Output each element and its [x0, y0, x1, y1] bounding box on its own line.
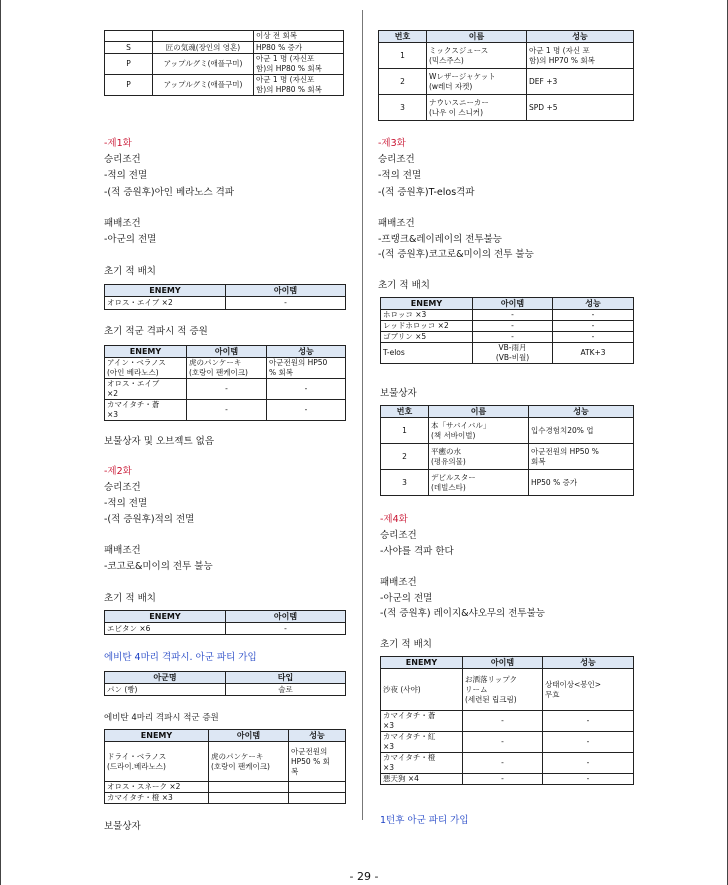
- win-condition: -적의 전멸: [378, 170, 422, 181]
- win-condition: -적의 전멸: [104, 170, 148, 181]
- chapter2-title: -제2화: [104, 466, 132, 477]
- win-condition-heading: 승리조건: [380, 530, 417, 541]
- chapter3-title: -제3화: [378, 138, 406, 149]
- reinforcement-table: ENEMY 아이템 성능 アイン・ベラノス (아인 베라노스) 虎のパンケーキ (호랑이 팬케이크) 아군전원의 HP50 % 회복 オロス・エイブ ×2 - - カマイタチ・蒼 ×3 - -: [104, 345, 346, 421]
- party-join-note: 1턴후 아군 파티 가입: [380, 815, 469, 826]
- column-divider: [362, 10, 363, 820]
- reinforcement-table: ENEMY 아이템 성능 ドライ・ベラノス (드라이.베라노스) 虎のパンケーキ (호랑이 팬케이크) 아군전원의 HP50 % 회 복 オロス・スネーク ×2 カマイタチ・橙 ×3: [104, 729, 346, 804]
- lose-condition: -프랭크&레이레이의 전투불능: [378, 234, 502, 245]
- enemy-table: ENEMY 아이템 성능 ホロッコ ×3 - - レッドホロッコ ×2 - - ゴブリン ×5 - - T-elos VB-雨月 (VB-비월) ATK+3: [380, 297, 634, 364]
- lose-condition-heading: 패배조건: [104, 218, 141, 229]
- chapter4-title: -제4화: [380, 514, 408, 525]
- win-condition: -(적 증원후)적의 전멸: [104, 514, 195, 525]
- page-number: - 29 -: [349, 870, 379, 883]
- reinforcement-heading: 초기 적군 격파시 적 증원: [104, 326, 208, 337]
- enemy-table: ENEMY 아이템 オロス・エイブ ×2 -: [104, 284, 346, 310]
- enemy-placement-heading: 초기 적 배치: [104, 593, 156, 604]
- lose-condition: -(적 증원후) 레이지&샤오무의 전투불능: [380, 608, 545, 619]
- chapter1-title: -제1화: [104, 138, 132, 149]
- win-condition-heading: 승리조건: [104, 154, 141, 165]
- enemy-placement-heading: 초기 적 배치: [104, 266, 156, 277]
- enemy-table: ENEMY 아이템 성능 沙夜 (사야) お洒落リップク リーム (세련된 립크림) 상태이상<봉인> 무효 カマイタチ・蒼 ×3 - - カマイタチ・紅 ×3 - - カマイタチ・橙 ×3 - - 悪天狗 ×4 - -: [380, 656, 634, 785]
- win-condition-heading: 승리조건: [104, 482, 141, 493]
- top-item-table: 이상 전 회복 S 匠の気魂(장인의 영혼) HP80 % 증가 P アップルグミ(애플구미) 아군 1 명 (자신포 함)의 HP80 % 회복 P アップルグミ(애플구미) 아군 1 명 (자신포 함)의 HP80 % 회복: [104, 30, 344, 96]
- win-condition: -(적 증원후)아인 베라노스 격파: [104, 187, 235, 198]
- treasure-heading: 보물상자: [380, 388, 417, 399]
- win-condition: -사야를 격파 한다: [380, 546, 454, 557]
- lose-condition-heading: 패배조건: [380, 577, 417, 588]
- enemy-placement-heading: 초기 적 배치: [380, 639, 432, 650]
- lose-condition-heading: 패배조건: [104, 545, 141, 556]
- ally-table: 아군명 타입 パン (빵) 술로: [104, 671, 346, 696]
- lose-condition: -아군의 전멸: [380, 593, 433, 604]
- page-left-border: [0, 0, 1, 885]
- enemy-table: ENEMY 아이템 エビタン ×6 -: [104, 610, 346, 635]
- lose-condition-heading: 패배조건: [378, 218, 415, 229]
- party-join-note: 에비탄 4마리 격파시. 아군 파티 가입: [104, 652, 257, 663]
- treasure-table: 번호 이름 성능 1 ミックスジュース (믹스주스) 아군 1 명 (자신 포 함)의 HP70 % 회복 2 Wレザージャケット (w레더 자켓) DEF +3 3 ナウいスニーカー (나우 이 스니커) SPD +5: [378, 30, 634, 121]
- win-condition: -적의 전멸: [104, 498, 148, 509]
- lose-condition: -(적 증원후)코고로&미이의 전투 불능: [378, 249, 534, 260]
- treasure-table: 번호 이름 성능 1 本「サバイバル」 (책 서바이벌) 입수경험치20% 업 2 平癒の水 (평유의물) 아군전원의 HP50 % 회복 3 デビルスター (데빌스타) HP50 % 증가: [380, 405, 634, 496]
- enemy-placement-heading: 초기 적 배치: [378, 280, 430, 291]
- lose-condition: -코고로&미이의 전투 불능: [104, 561, 213, 572]
- treasure-heading: 보물상자: [104, 821, 141, 832]
- win-condition-heading: 승리조건: [378, 154, 415, 165]
- lose-condition: -아군의 전멸: [104, 234, 157, 245]
- reinforcement-heading: 에비탄 4마리 격파시 적군 증원: [104, 713, 219, 723]
- no-treasure-note: 보물상자 및 오브젝트 없음: [104, 436, 215, 447]
- win-condition: -(적 증원후)T-elos격파: [378, 187, 475, 198]
